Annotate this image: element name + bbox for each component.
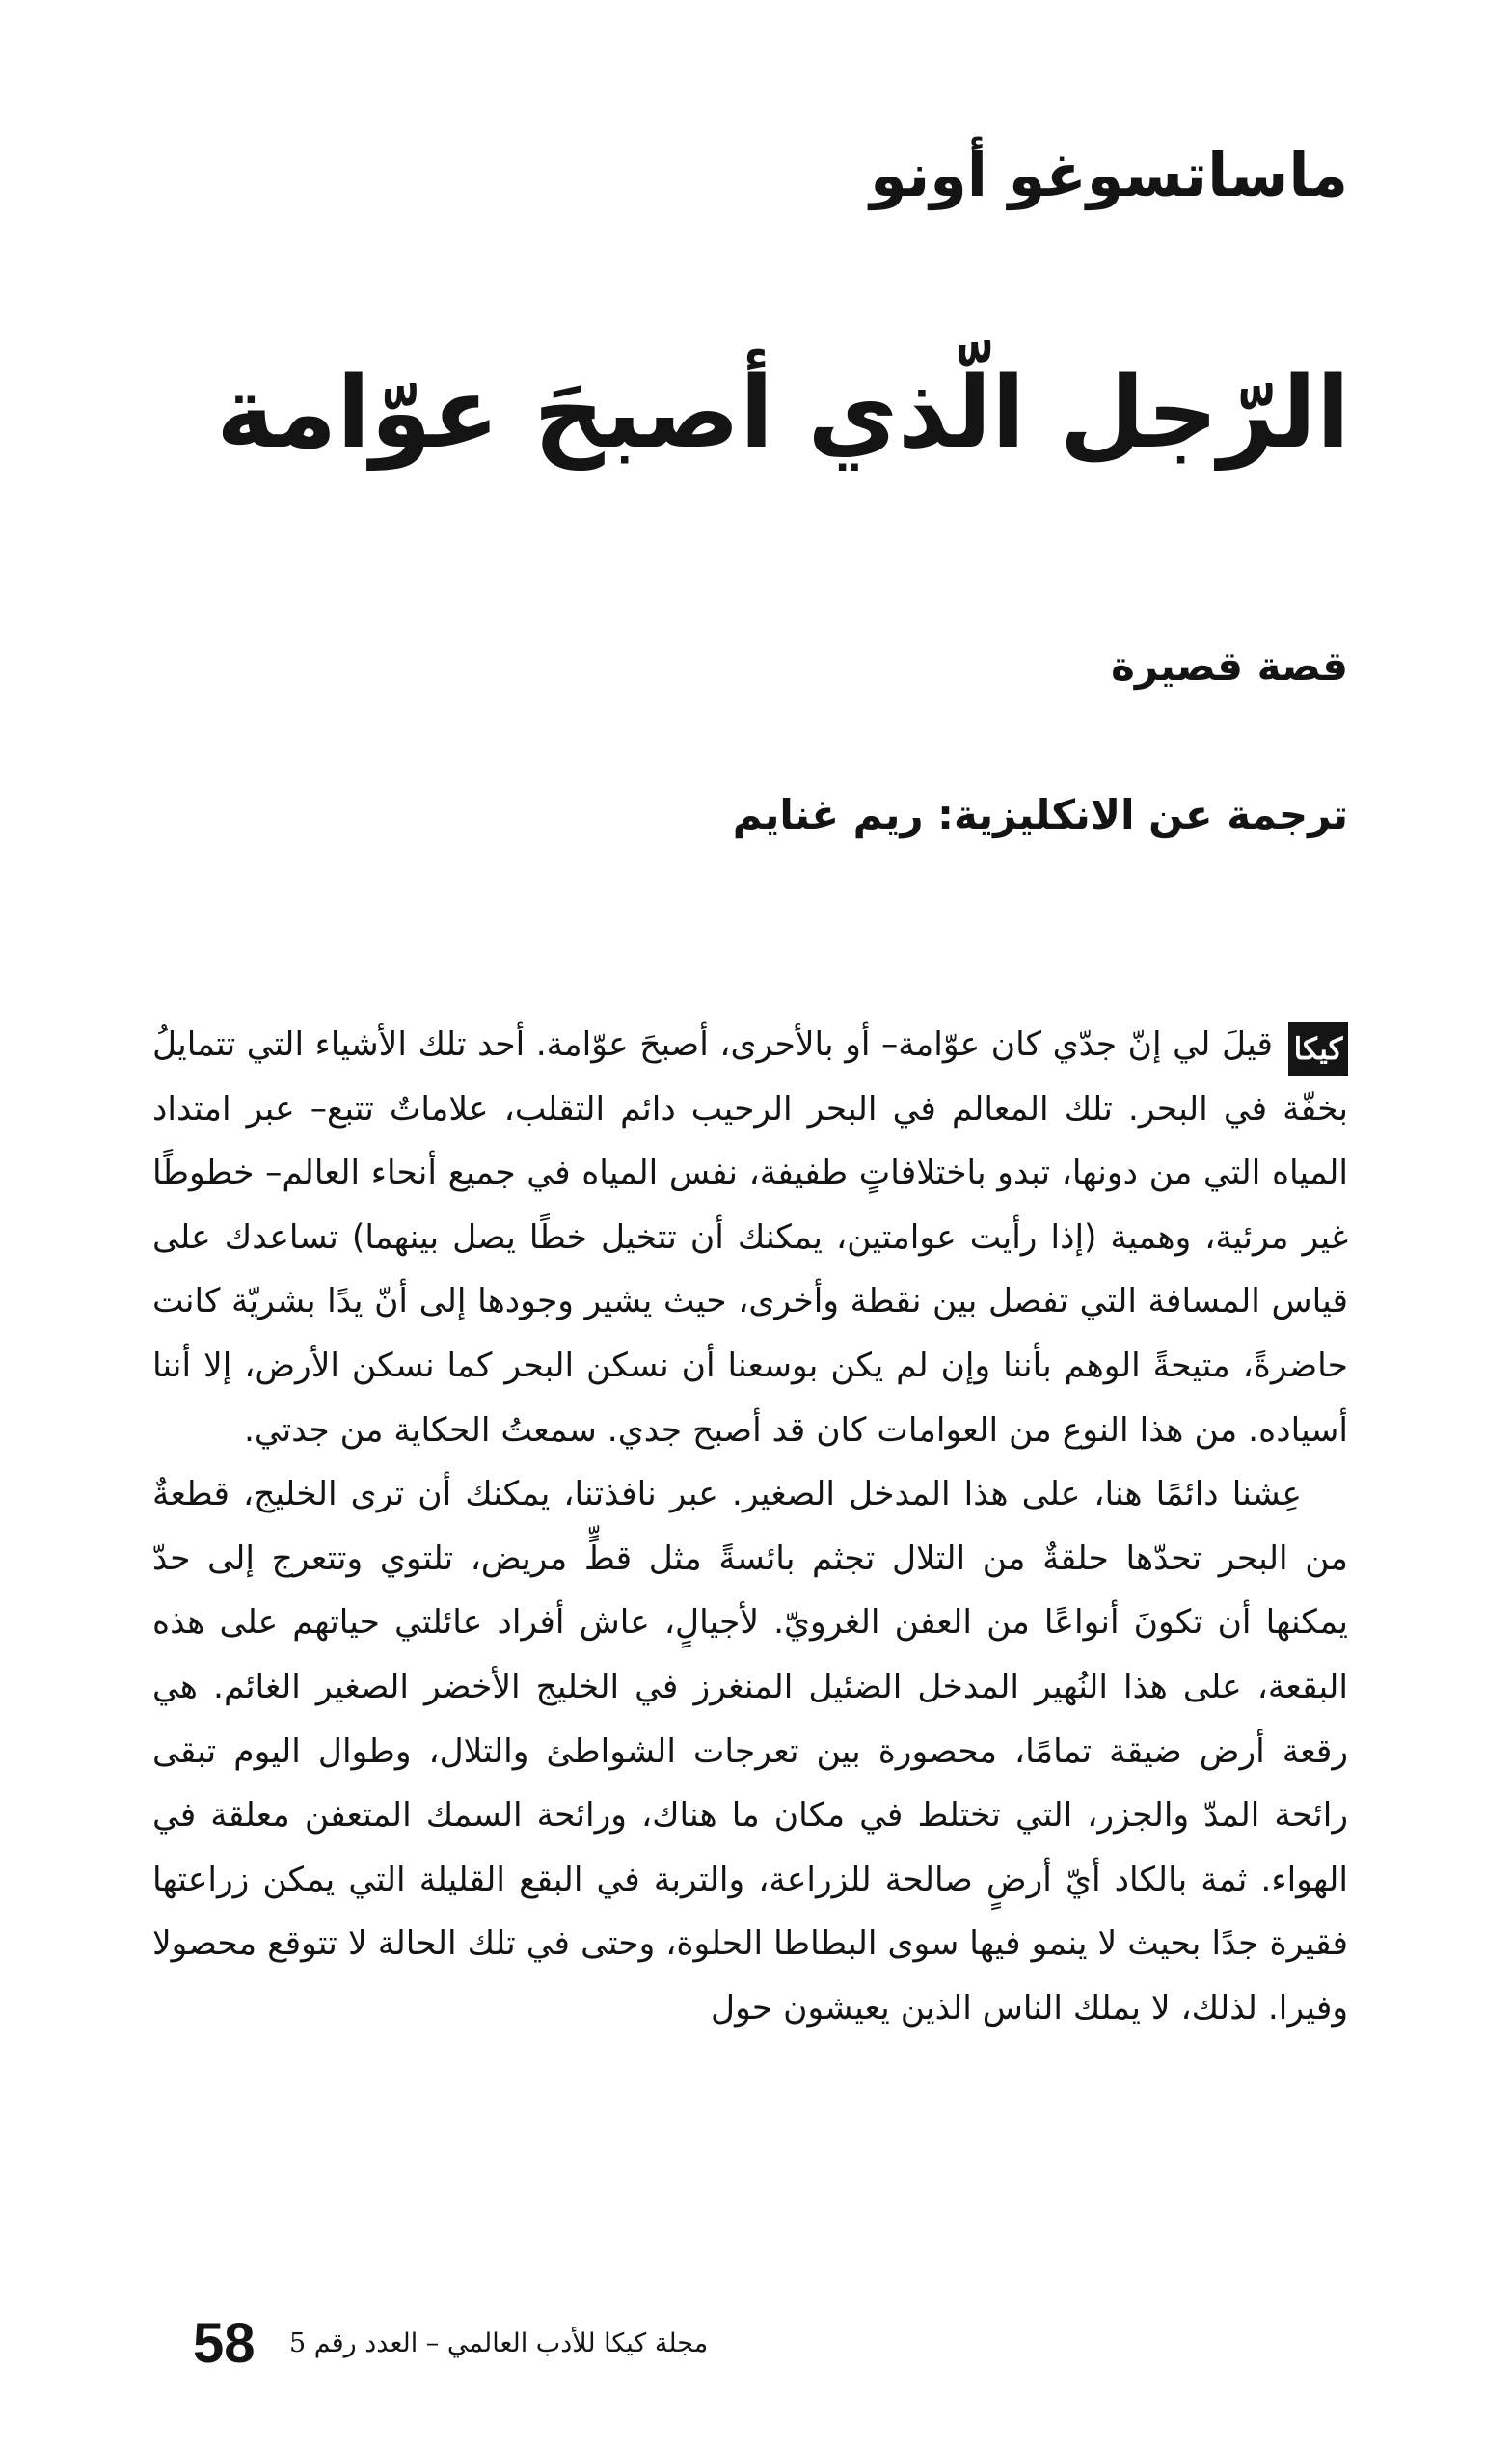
page-number: 58 bbox=[193, 2312, 256, 2375]
page-footer bbox=[193, 2300, 1350, 2387]
story-paragraph-2: عِشنا دائمًا هنا، على هذا المدخل الصغير. عبر نافذتنا، يمكنك أن ترى الخليج، قطعةٌ من البحر تحدّها حلقةٌ من التلال تجثم بائسةً مثل قطٍّ مريض، تلتوي وتتعرج إلى حدّ يمكنها أن تكونَ أنواعًا من العفن الغرويّ. لأجيالٍ، عاش أفراد عائلتي حياتهم على هذه البقعة، على هذا النُهير المدخل الضئيل المنغرز في الخليج الأخضر الصغير الغائم. هي رقعة أرض ضيقة تمامًا، محصورة بين تعرجات الشواطئ والتلال، وطوال اليوم تبقى رائحة المدّ والجزر، التي تختلط في مكان ما هناك، ورائحة السمك المتعفن معلقة في الهواء. ثمة بالكاد أيّ أرضٍ صالحة للزراعة، والتربة في البقع القليلة التي يمكن زراعتها فقيرة جدًا بحيث لا ينمو فيها سوى البطاطا الحلوة، وحتى في تلك الحالة لا تتوقع محصولا وفيرا. لذلك، لا يملك الناس الذين يعيشون حول bbox=[152, 1475, 1348, 2028]
translator-credit: ترجمة عن الانكليزية: ريم غنايم bbox=[732, 791, 1348, 838]
author-name: ماساتسوغو أونو bbox=[870, 140, 1348, 210]
story-paragraph-1-text: قيلَ لي إنّ جدّي كان عوّامة– أو بالأحرى، أصبحَ عوّامة. أحد تلك الأشياء التي تتمايلُ بخفّة في البحر. تلك المعالم في البحر الرحيب دائم التقلب، علاماتٌ تتبع– عبر امتداد المياه التي من دونها، تبدو باختلافاتٍ طفيفة، نفس المياه في جميع أنحاء العالم– خطوطًا غير مرئية، وهمية (إذا رأيت عوامتين، يمكنك أن تتخيل خطًا يصل بينهما) تساعدك على قياس المسافة التي تفصل بين نقطة وأخرى، حيث يشير وجودها إلى أنّ يدًا بشريّة كانت حاضرةً، متيحةً الوهم بأننا وإن لم يكن بوسعنا أن نسكن البحر كما نسكن الأرض، إلا أننا أسياده. من هذا النوع من العوامات كان قد أصبح جدي. سمعتُ الحكاية من جدتي. bbox=[152, 1025, 1348, 1450]
story-title: الرّجل الّذي أصبحَ عوّامة bbox=[216, 356, 1350, 471]
story-body bbox=[152, 1013, 1348, 2257]
kika-logo: كيكا bbox=[1288, 1022, 1348, 1076]
genre-label: قصة قصيرة bbox=[1111, 642, 1348, 690]
story-paragraph-1 bbox=[152, 1013, 1348, 1462]
journal-info: مجلة كيكا للأدب العالمي – العدد رقم 5 bbox=[289, 2328, 709, 2358]
